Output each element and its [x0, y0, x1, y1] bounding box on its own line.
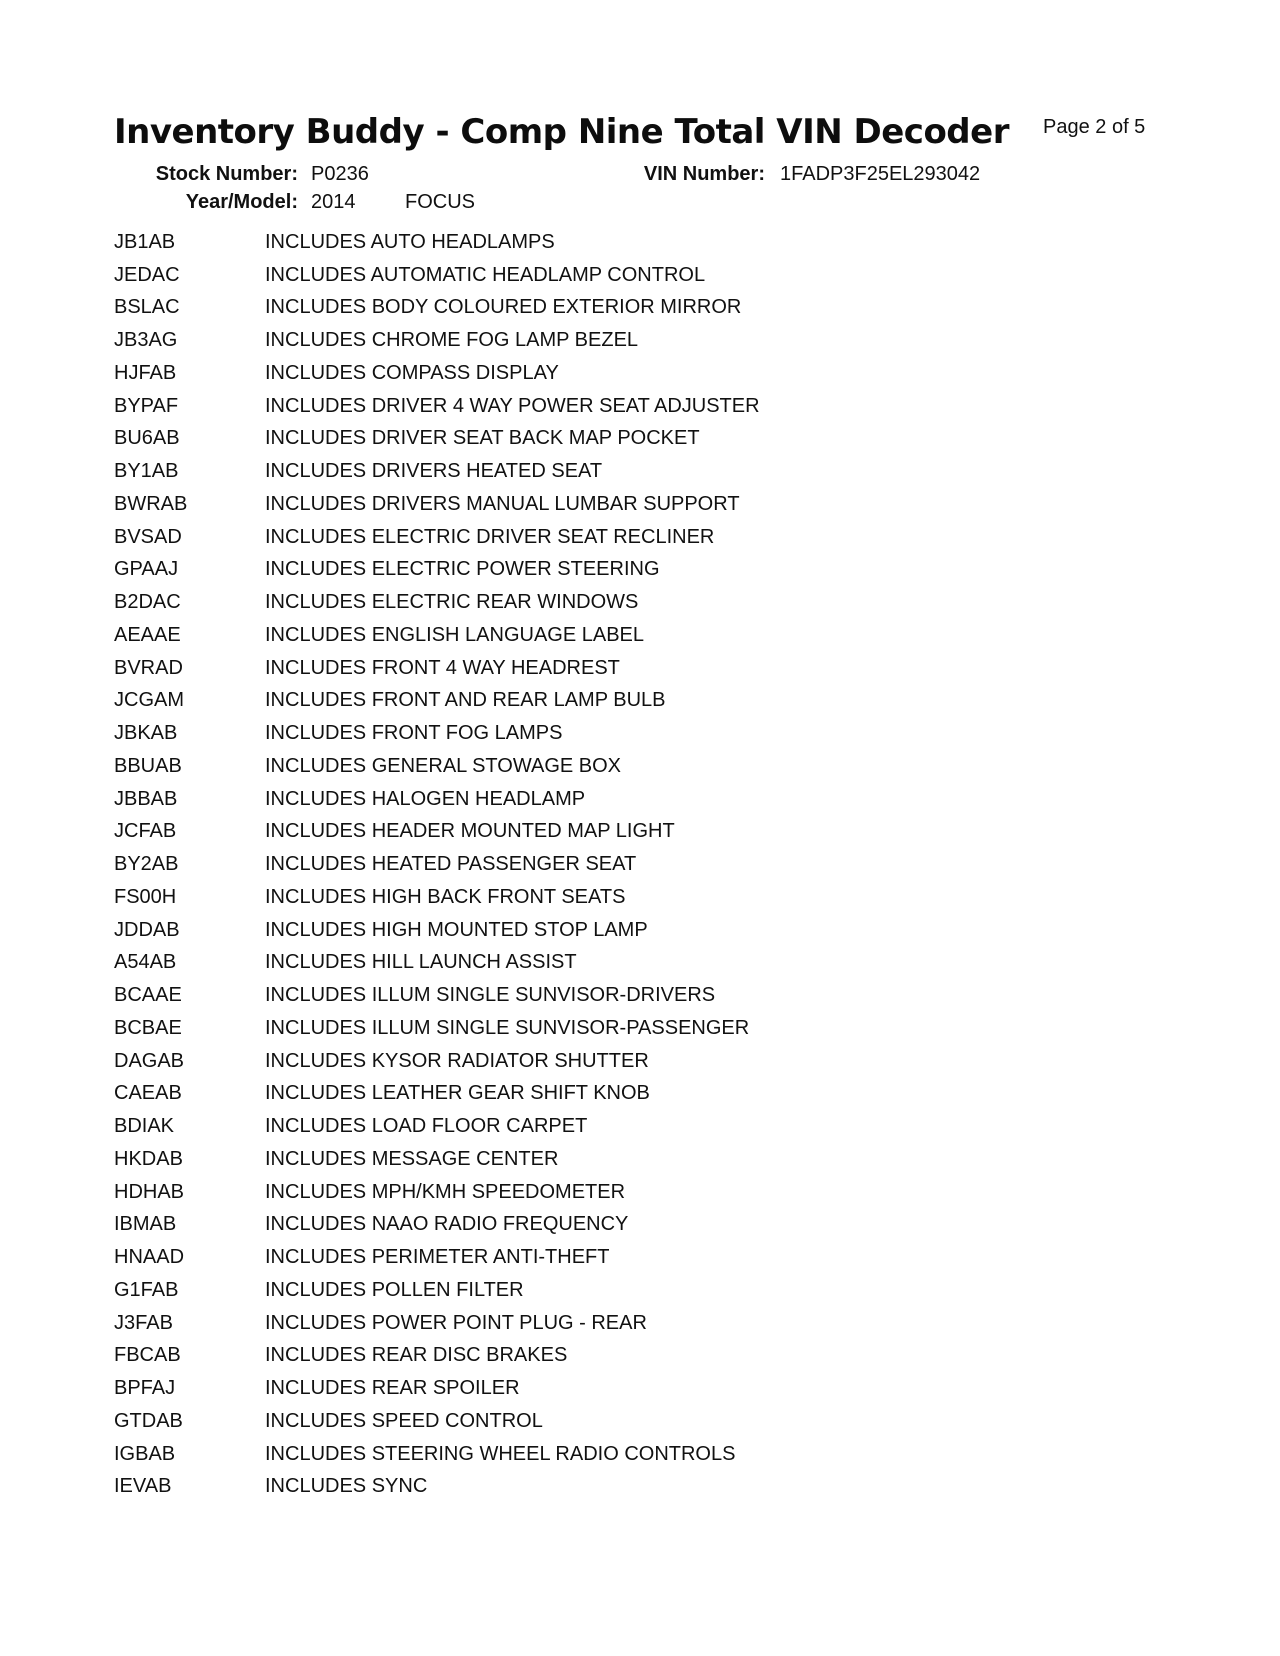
option-row	[114, 554, 1014, 587]
option-code: GTDAB	[114, 1409, 183, 1432]
vin-number-value: 1FADP3F25EL293042	[780, 163, 981, 185]
option-description: INCLUDES REAR DISC BRAKES	[265, 1344, 568, 1367]
option-code: DAGAB	[114, 1049, 185, 1072]
option-row	[114, 1110, 1014, 1143]
option-description: INCLUDES HIGH BACK FRONT SEATS	[265, 885, 626, 908]
option-row	[114, 1438, 1014, 1471]
option-row	[114, 292, 1014, 325]
option-code: BVRAD	[114, 656, 183, 679]
option-row	[114, 521, 1014, 554]
option-description: INCLUDES SYNC	[265, 1475, 428, 1498]
option-description: INCLUDES HILL LAUNCH ASSIST	[265, 951, 577, 974]
option-row	[114, 1012, 1014, 1045]
option-row	[114, 1241, 1014, 1274]
option-code: JBBAB	[114, 787, 178, 810]
option-code: BSLAC	[114, 296, 180, 319]
option-description: INCLUDES MESSAGE CENTER	[265, 1147, 559, 1170]
option-code: FS00H	[114, 885, 177, 908]
model-value: FOCUS	[405, 191, 475, 213]
option-description: INCLUDES DRIVER SEAT BACK MAP POCKET	[265, 427, 700, 450]
option-code: CAEAB	[114, 1082, 182, 1105]
option-code: HDHAB	[114, 1180, 185, 1203]
year-value: 2014	[311, 191, 356, 213]
option-code: BDIAK	[114, 1115, 175, 1138]
option-row	[114, 488, 1014, 521]
option-description: INCLUDES AUTO HEADLAMPS	[265, 230, 555, 253]
option-row	[114, 1045, 1014, 1078]
option-code: AEAAE	[114, 623, 181, 646]
option-description: INCLUDES LEATHER GEAR SHIFT KNOB	[265, 1082, 650, 1105]
option-code: FBCAB	[114, 1344, 181, 1367]
option-code: JBKAB	[114, 722, 178, 745]
option-code: G1FAB	[114, 1278, 179, 1301]
option-description: INCLUDES FRONT 4 WAY HEADREST	[265, 656, 620, 679]
option-code: GPAAJ	[114, 558, 179, 581]
option-description: INCLUDES SPEED CONTROL	[265, 1409, 543, 1432]
option-row	[114, 652, 1014, 685]
option-description: INCLUDES HEATED PASSENGER SEAT	[265, 853, 637, 876]
option-row	[114, 226, 1014, 259]
option-description: INCLUDES ELECTRIC DRIVER SEAT RECLINER	[265, 525, 715, 548]
option-description: INCLUDES GENERAL STOWAGE BOX	[265, 754, 622, 777]
option-description: INCLUDES POLLEN FILTER	[265, 1278, 524, 1301]
option-description: INCLUDES NAAO RADIO FREQUENCY	[265, 1213, 629, 1236]
option-code: JCFAB	[114, 820, 177, 843]
option-description: INCLUDES CHROME FOG LAMP BEZEL	[265, 329, 639, 352]
option-row	[114, 455, 1014, 488]
stock-number-value: P0236	[311, 163, 369, 185]
option-row	[114, 390, 1014, 423]
option-row	[114, 423, 1014, 456]
option-row	[114, 619, 1014, 652]
option-description: INCLUDES FRONT AND REAR LAMP BULB	[265, 689, 666, 712]
option-row	[114, 914, 1014, 947]
option-code: HKDAB	[114, 1147, 183, 1170]
option-code: JB1AB	[114, 230, 176, 253]
option-code: B2DAC	[114, 591, 181, 614]
page-indicator: Page 2 of 5	[1043, 116, 1146, 138]
option-code: IGBAB	[114, 1442, 176, 1465]
option-row	[114, 1405, 1014, 1438]
option-description: INCLUDES ELECTRIC POWER STEERING	[265, 558, 660, 581]
option-description: INCLUDES ENGLISH LANGUAGE LABEL	[265, 623, 645, 646]
option-description: INCLUDES DRIVER 4 WAY POWER SEAT ADJUSTER	[265, 394, 760, 417]
vin-number-label: VIN Number:	[643, 163, 765, 185]
option-code: BU6AB	[114, 427, 180, 450]
option-row	[114, 717, 1014, 750]
option-code: BCBAE	[114, 1016, 182, 1039]
option-row	[114, 1143, 1014, 1176]
option-row	[114, 357, 1014, 390]
option-row	[114, 1078, 1014, 1111]
option-code: BBUAB	[114, 754, 182, 777]
option-description: INCLUDES HIGH MOUNTED STOP LAMP	[265, 918, 648, 941]
option-description: INCLUDES MPH/KMH SPEEDOMETER	[265, 1180, 626, 1203]
option-code: IEVAB	[114, 1475, 172, 1498]
option-code: JB3AG	[114, 329, 178, 352]
option-row	[114, 1274, 1014, 1307]
stock-number-label: Stock Number:	[155, 163, 298, 185]
option-code: BY1AB	[114, 460, 179, 483]
option-description: INCLUDES LOAD FLOOR CARPET	[265, 1115, 588, 1138]
option-code: JDDAB	[114, 918, 180, 941]
option-code: J3FAB	[114, 1311, 173, 1334]
option-code: JEDAC	[114, 263, 180, 286]
option-description: INCLUDES DRIVERS HEATED SEAT	[265, 460, 603, 483]
option-row	[114, 816, 1014, 849]
option-row	[114, 324, 1014, 357]
option-description: INCLUDES HALOGEN HEADLAMP	[265, 787, 586, 810]
option-description: INCLUDES KYSOR RADIATOR SHUTTER	[265, 1049, 649, 1072]
option-row	[114, 881, 1014, 914]
option-description: INCLUDES POWER POINT PLUG - REAR	[265, 1311, 647, 1334]
option-description: INCLUDES DRIVERS MANUAL LUMBAR SUPPORT	[265, 492, 740, 515]
option-description: INCLUDES ILLUM SINGLE SUNVISOR-DRIVERS	[265, 984, 716, 1007]
option-row	[114, 783, 1014, 816]
option-code: BY2AB	[114, 853, 179, 876]
option-row	[114, 1176, 1014, 1209]
option-row	[114, 947, 1014, 980]
option-code: IBMAB	[114, 1213, 177, 1236]
option-row	[114, 1372, 1014, 1405]
option-row	[114, 1209, 1014, 1242]
option-code: BWRAB	[114, 492, 188, 515]
option-row	[114, 750, 1014, 783]
option-code: HNAAD	[114, 1246, 185, 1269]
option-row	[114, 586, 1014, 619]
option-code: JCGAM	[114, 689, 184, 712]
option-row	[114, 979, 1014, 1012]
option-code: BVSAD	[114, 525, 182, 548]
option-description: INCLUDES REAR SPOILER	[265, 1377, 520, 1400]
year-model-label: Year/Model:	[185, 191, 298, 213]
option-description: INCLUDES PERIMETER ANTI-THEFT	[265, 1246, 610, 1269]
option-row	[114, 1471, 1014, 1504]
option-row	[114, 685, 1014, 718]
option-row	[114, 1307, 1014, 1340]
option-description: INCLUDES BODY COLOURED EXTERIOR MIRROR	[265, 296, 742, 319]
option-code: BCAAE	[114, 984, 182, 1007]
document-title: Inventory Buddy - Comp Nine Total VIN Decoder	[114, 112, 1009, 152]
option-description: INCLUDES HEADER MOUNTED MAP LIGHT	[265, 820, 675, 843]
option-code: BYPAF	[114, 394, 179, 417]
option-code: HJFAB	[114, 361, 177, 384]
option-row	[114, 1340, 1014, 1373]
option-description: INCLUDES ILLUM SINGLE SUNVISOR-PASSENGER	[265, 1016, 750, 1039]
option-code-list	[114, 226, 1014, 1503]
option-description: INCLUDES FRONT FOG LAMPS	[265, 722, 563, 745]
option-description: INCLUDES COMPASS DISPLAY	[265, 361, 559, 384]
option-description: INCLUDES STEERING WHEEL RADIO CONTROLS	[265, 1442, 736, 1465]
option-description: INCLUDES ELECTRIC REAR WINDOWS	[265, 591, 639, 614]
option-row	[114, 259, 1014, 292]
option-row	[114, 848, 1014, 881]
option-code: A54AB	[114, 951, 177, 974]
option-description: INCLUDES AUTOMATIC HEADLAMP CONTROL	[265, 263, 706, 286]
option-code: BPFAJ	[114, 1377, 176, 1400]
